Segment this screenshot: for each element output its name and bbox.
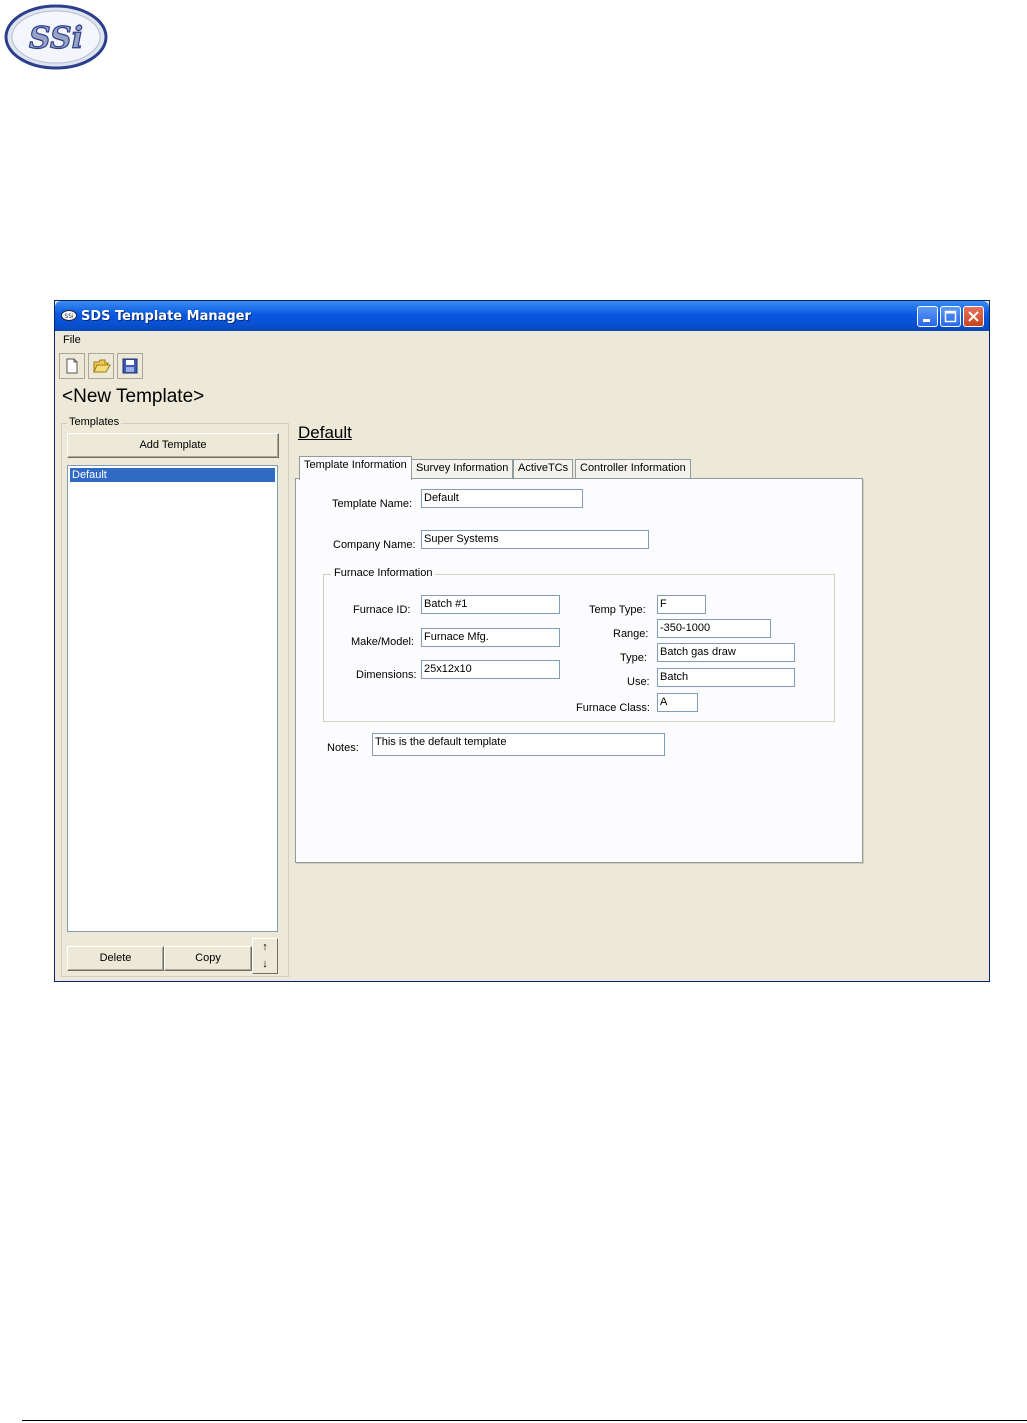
add-template-button[interactable]: Add Template — [67, 433, 279, 458]
furnace-information-label: Furnace Information — [331, 567, 435, 579]
new-file-icon — [64, 358, 80, 374]
furnace-id-label: Furnace ID: — [353, 604, 411, 616]
open-button[interactable] — [88, 353, 114, 379]
ssi-logo — [4, 4, 108, 70]
move-up-icon[interactable]: ↑ — [262, 941, 268, 953]
menu-bar — [55, 331, 989, 349]
templates-list[interactable] — [67, 465, 278, 932]
notes-label: Notes: — [327, 742, 359, 754]
delete-button[interactable]: Delete — [67, 946, 164, 971]
save-disk-icon — [122, 358, 138, 374]
tab-activetcs[interactable]: ActiveTCs — [513, 459, 573, 479]
new-button[interactable] — [59, 353, 85, 379]
type-label: Type: — [620, 652, 647, 664]
tab-controller-information[interactable]: Controller Information — [575, 459, 691, 479]
furnace-class-label: Furnace Class: — [576, 702, 650, 714]
use-label: Use: — [627, 676, 650, 688]
close-icon — [964, 307, 983, 326]
range-label: Range: — [613, 628, 649, 640]
list-item[interactable]: Default — [70, 468, 275, 482]
copy-button[interactable]: Copy — [164, 946, 252, 971]
temp-type-label: Temp Type: — [589, 604, 646, 616]
dimensions-label: Dimensions: — [356, 669, 417, 681]
maximize-icon — [941, 307, 960, 326]
reorder-buttons — [252, 938, 278, 974]
company-name-label: Company Name: — [333, 539, 416, 551]
templates-group — [61, 416, 289, 977]
minimize-icon — [918, 307, 937, 326]
selected-template-title: Default — [298, 423, 352, 442]
furnace-information-group — [323, 567, 835, 722]
temp-type-field[interactable]: F — [657, 595, 706, 614]
move-down-icon[interactable]: ↓ — [262, 958, 268, 970]
open-folder-icon — [93, 358, 111, 374]
template-heading: <New Template> — [62, 386, 205, 407]
logo-text: SSi — [28, 21, 84, 56]
minimize-button[interactable] — [917, 306, 938, 327]
menu-file[interactable]: File — [63, 334, 81, 346]
page-footer-rule — [22, 1420, 1027, 1421]
use-field[interactable]: Batch — [657, 668, 795, 687]
template-name-field[interactable]: Default — [421, 489, 583, 508]
type-field[interactable]: Batch gas draw — [657, 643, 795, 662]
tab-template-information[interactable]: Template Information — [299, 456, 412, 480]
window-title: SDS Template Manager — [81, 309, 251, 324]
svg-text:SSi: SSi — [64, 313, 74, 320]
notes-field[interactable]: This is the default template — [372, 733, 665, 756]
templates-group-label: Templates — [69, 416, 120, 428]
furnace-class-field[interactable]: A — [657, 693, 698, 712]
title-bar[interactable] — [55, 301, 989, 331]
app-window — [54, 300, 990, 982]
furnace-id-field[interactable]: Batch #1 — [421, 595, 560, 614]
close-button[interactable] — [963, 306, 984, 327]
make-model-field[interactable]: Furnace Mfg. — [421, 628, 560, 647]
range-field[interactable]: -350-1000 — [657, 619, 771, 638]
company-name-field[interactable]: Super Systems — [421, 530, 649, 549]
app-icon — [61, 310, 77, 321]
tab-survey-information[interactable]: Survey Information — [411, 459, 513, 479]
template-information-panel — [295, 478, 863, 863]
dimensions-field[interactable]: 25x12x10 — [421, 660, 560, 679]
maximize-button[interactable] — [940, 306, 961, 327]
template-name-label: Template Name: — [332, 498, 413, 510]
make-model-label: Make/Model: — [351, 636, 414, 648]
save-button[interactable] — [117, 353, 143, 379]
